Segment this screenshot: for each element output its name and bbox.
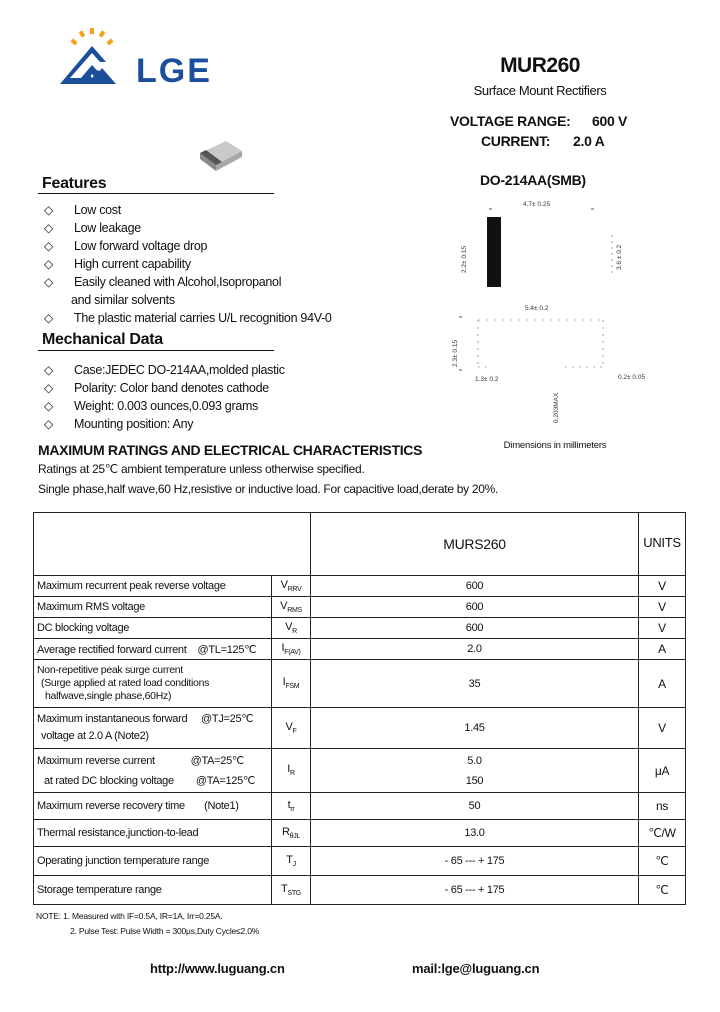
diamond-bullet-icon: ◇ bbox=[44, 203, 53, 217]
list-item: ◇ Low forward voltage drop bbox=[44, 239, 208, 253]
list-item: ◇ Weight: 0.003 ounces,0.093 grams bbox=[44, 399, 259, 413]
part-column-header: MURS260 bbox=[311, 513, 639, 576]
dimensions-caption: Dimensions in millimeters bbox=[503, 440, 607, 451]
table-row: Maximum reverse recovery time (Note1) $t_{rr}$ 50 ns bbox=[34, 793, 686, 820]
list-item-continuation: and similar solvents bbox=[71, 293, 175, 307]
table-row: Thermal resistance,junction-to-lead $R_{\theta JL}$ 13.0 ℃/W bbox=[34, 820, 686, 847]
ratings-conditions-2: Single phase,half wave,60 Hz,resistive or inductive load. For capacitive load,derate by 20%. bbox=[38, 482, 499, 496]
table-row: Maximum instantaneous forward @TJ=25℃ voltage at 2.0 A (Note2) $V_F$ 1.45 V bbox=[34, 708, 686, 749]
dim-standoff: 0.203MAX bbox=[553, 392, 560, 423]
dim-top-width: 4.7± 0.25 bbox=[523, 201, 551, 208]
diamond-bullet-icon: ◇ bbox=[44, 399, 53, 413]
note-1: NOTE: 1. Measured with IF=0.5A, IR=1A, Irr=0.25A. bbox=[36, 911, 223, 921]
diamond-bullet-icon: ◇ bbox=[44, 381, 53, 395]
diamond-bullet-icon: ◇ bbox=[44, 257, 53, 271]
current-value: 2.0 A bbox=[573, 133, 605, 149]
dim-body-height: 2.3± 0.15 bbox=[452, 339, 459, 367]
list-item: ◇ Low cost bbox=[44, 203, 121, 217]
package-outline-drawing bbox=[445, 195, 646, 423]
current-label: CURRENT: bbox=[481, 133, 551, 149]
dim-lead-thickness: 0.2± 0.05 bbox=[618, 374, 646, 381]
footnotes bbox=[36, 909, 259, 939]
table-row: Maximum reverse current @TA=25℃ at rated DC blocking voltage @TA=125℃ $I_R$ 5.0 150 μA bbox=[34, 749, 686, 793]
diamond-bullet-icon: ◇ bbox=[44, 363, 53, 377]
website-link[interactable]: http://www.luguang.cn bbox=[150, 961, 285, 976]
features-list bbox=[43, 201, 383, 327]
package-name: DO-214AA(SMB) bbox=[480, 172, 586, 188]
list-item: ◇ The plastic material carries U/L recognition 94V-0 bbox=[44, 311, 332, 325]
product-subtitle: Surface Mount Rectifiers bbox=[473, 83, 607, 98]
units-column-header: UNITS bbox=[639, 513, 686, 576]
dim-lead-width: 1.3± 0.2 bbox=[475, 376, 499, 383]
list-item: ◇ Easily cleaned with Alcohol,Isopropanol bbox=[44, 275, 282, 289]
package-photo bbox=[196, 137, 244, 175]
dim-right-height: 3.6 ± 0.2 bbox=[616, 244, 623, 270]
list-item: ◇ Low leakage bbox=[44, 221, 141, 235]
list-item: ◇ Polarity: Color band denotes cathode bbox=[44, 381, 269, 395]
dim-left-height: 2.2± 0.15 bbox=[461, 245, 468, 273]
table-row: DC blocking voltage $V_R$ 600 V bbox=[34, 618, 686, 639]
note-2: 2. Pulse Test: Pulse Width = 300μs,Duty Cycle≤2.0% bbox=[70, 926, 260, 936]
lge-logo bbox=[58, 26, 234, 92]
table-row: Non-repetitive peak surge current (Surge applied at rated load conditions halfwave,single phase,60Hz) $I_{FSM}$ 35 A bbox=[34, 660, 686, 708]
table-header-row bbox=[34, 513, 686, 576]
voltage-range-value: 600 V bbox=[592, 113, 628, 129]
diamond-bullet-icon: ◇ bbox=[44, 239, 53, 253]
features-underline bbox=[38, 193, 274, 194]
mechanical-heading: Mechanical Data bbox=[42, 331, 163, 348]
lge-logo-mark bbox=[58, 26, 234, 92]
diamond-bullet-icon: ◇ bbox=[44, 417, 53, 431]
dim-overall-width: 5.4± 0.2 bbox=[525, 305, 549, 312]
cathode-band bbox=[487, 217, 501, 287]
ratings-conditions-1: Ratings at 25℃ ambient temperature unless otherwise specified. bbox=[38, 462, 365, 476]
ratings-table bbox=[33, 512, 686, 905]
list-item: ◇ Case:JEDEC DO-214AA,molded plastic bbox=[44, 363, 285, 377]
voltage-range-label: VOLTAGE RANGE: bbox=[450, 113, 571, 129]
mechanical-underline bbox=[38, 350, 274, 351]
table-row: Maximum recurrent peak reverse voltage $V_{RRV}$ 600 V bbox=[34, 576, 686, 597]
mechanical-list bbox=[43, 361, 383, 433]
diamond-bullet-icon: ◇ bbox=[44, 275, 53, 289]
diamond-bullet-icon: ◇ bbox=[44, 221, 53, 235]
features-heading: Features bbox=[42, 175, 107, 192]
table-row: Operating junction temperature range $T_J$ - 65 --- + 175 ℃ bbox=[34, 847, 686, 876]
table-header-blank bbox=[34, 513, 311, 576]
part-number: MUR260 bbox=[500, 54, 580, 77]
table-row: Maximum RMS voltage $V_{RMS}$ 600 V bbox=[34, 597, 686, 618]
ratings-heading: MAXIMUM RATINGS AND ELECTRICAL CHARACTERISTICS bbox=[38, 442, 423, 458]
brand-name: LGE bbox=[136, 52, 212, 90]
list-item: ◇ High current capability bbox=[44, 257, 191, 271]
list-item: ◇ Mounting position: Any bbox=[44, 417, 194, 431]
table-row: Average rectified forward current @TL=125℃ $I_{F(AV)}$ 2.0 A bbox=[34, 639, 686, 660]
email-link[interactable]: mail:lge@luguang.cn bbox=[412, 961, 540, 976]
table-row: Storage temperature range $T_{STG}$ - 65 --- + 175 ℃ bbox=[34, 876, 686, 905]
diamond-bullet-icon: ◇ bbox=[44, 311, 53, 325]
